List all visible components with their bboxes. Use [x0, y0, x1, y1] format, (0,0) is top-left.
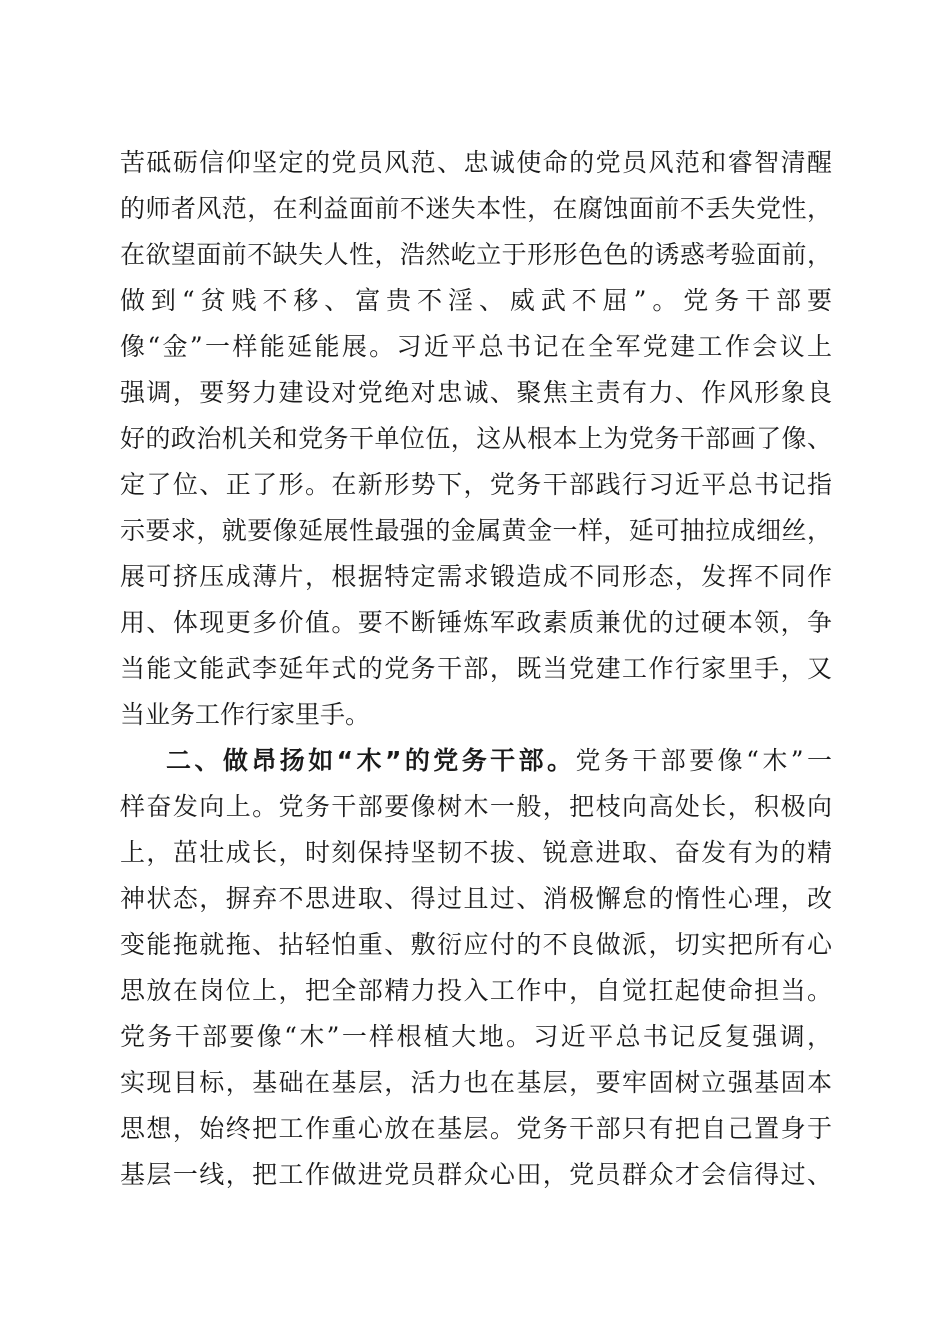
paragraph-1: [120, 140, 832, 738]
text-line: 像“金”一样能延能展。习近平总书记在全军党建工作会议上: [120, 332, 832, 361]
text-line: 好的政治机关和党务干单位伍，这从根本上为党务干部画了像、: [120, 424, 832, 453]
text-line: 用、体现更多价值。要不断锤炼军政素质兼优的过硬本领，争: [120, 608, 832, 637]
text-line: 思放在岗位上，把全部精力投入工作中，自觉扛起使命担当。: [120, 976, 832, 1005]
text-line: 当能文能武李延年式的党务干部，既当党建工作行家里手，又: [120, 654, 832, 683]
text-line: 实现目标，基础在基层，活力也在基层，要牢固树立强基固本: [120, 1068, 832, 1097]
section-heading: 二、做昂扬如“木”的党务干部。: [166, 746, 576, 775]
text-line: 展可挤压成薄片，根据特定需求锻造成不同形态，发挥不同作: [120, 562, 832, 591]
text-line: 样奋发向上。党务干部要像树木一般，把枝向高处长，积极向: [120, 792, 832, 821]
text-line: 定了位、正了形。在新形势下，党务干部践行习近平总书记指: [120, 470, 832, 499]
text-line: 思想，始终把工作重心放在基层。党务干部只有把自己置身于: [120, 1114, 832, 1143]
text-line: 基层一线，把工作做进党员群众心田，党员群众才会信得过、: [120, 1160, 832, 1189]
text-line: 示要求，就要像延展性最强的金属黄金一样，延可抽拉成细丝，: [120, 516, 832, 545]
text-line: 的师者风范，在利益面前不迷失本性，在腐蚀面前不丢失党性，: [120, 194, 832, 223]
text-line: 在欲望面前不缺失人性，浩然屹立于形形色色的诱惑考验面前，: [120, 240, 832, 269]
text-line: 强调，要努力建设对党绝对忠诚、聚焦主责有力、作风形象良: [120, 378, 832, 407]
text-line: 上，茁壮成长，时刻保持坚韧不拔、锐意进取、奋发有为的精: [120, 838, 832, 867]
text-line: 做到“贫贱不移、富贵不淫、威武不屈”。党务干部要: [120, 286, 832, 315]
text-line: 当业务工作行家里手。: [120, 700, 371, 729]
text-line: 神状态，摒弃不思进取、得过且过、消极懈怠的惰性心理，改: [120, 884, 832, 913]
paragraph-2-first-line: [120, 738, 832, 784]
paragraph-2: [120, 738, 832, 1198]
text-line: 党务干部要像“木”一样根植大地。习近平总书记反复强调，: [120, 1022, 832, 1051]
body-text: [120, 140, 832, 1198]
text-run: 党务干部要像“木”一: [575, 746, 832, 775]
text-line: 苦砥砺信仰坚定的党员风范、忠诚使命的党员风范和睿智清醒: [120, 148, 832, 177]
text-line: 变能拖就拖、拈轻怕重、敷衍应付的不良做派，切实把所有心: [120, 930, 832, 959]
